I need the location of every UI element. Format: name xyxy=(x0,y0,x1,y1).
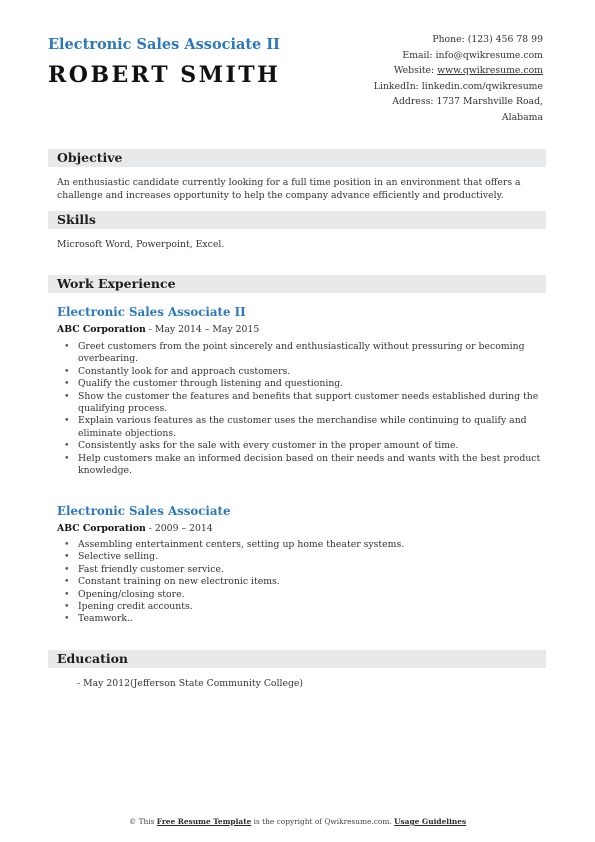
list-item: • Assembling entertainment centers, setting up home theater systems. xyxy=(57,539,547,551)
list-item: • Greet customers from the point sincerely and enthusiastically without pressuring or becoming overbearing. xyxy=(57,341,547,366)
skills-text: Microsoft Word, Powerpoint, Excel. xyxy=(57,239,225,250)
footer-middle: is the copyright of Qwikresume.com. xyxy=(251,817,395,826)
job-2-dates: - 2009 – 2014 xyxy=(145,523,213,534)
education-heading: Education xyxy=(57,651,129,666)
contact-block xyxy=(293,32,543,126)
usage-guidelines-link[interactable]: Usage Guidelines xyxy=(394,817,467,826)
list-item: • Opening/closing store. xyxy=(57,589,547,601)
list-item: • Consistently asks for the sale with every customer in the proper amount of time. xyxy=(57,440,547,452)
resume-job-title: Electronic Sales Associate II xyxy=(48,36,280,53)
list-item: • Qualify the customer through listening and questioning. xyxy=(57,378,547,390)
job-2-company-line xyxy=(57,523,213,534)
list-item: • Teamwork.. xyxy=(57,613,547,625)
job-2-duties-list xyxy=(57,539,547,626)
job-1-dates: - May 2014 – May 2015 xyxy=(145,324,260,335)
footer-prefix: © This xyxy=(128,817,157,826)
objective-heading: Objective xyxy=(57,150,123,165)
contact-address: Address: 1737 Marshville Road, xyxy=(392,96,543,108)
job-1-company: ABC Corporation xyxy=(57,324,146,335)
contact-email: Email: info@qwikresume.com xyxy=(402,49,543,61)
list-item: • Show the customer the features and benefits that support customer needs established during the qualifying process. xyxy=(57,391,547,416)
objective-text: An enthusiastic candidate currently looking for a full time position in an environment that offers a challenge and increases opportunity to help the company advance efficiently and productively. xyxy=(57,177,521,201)
work-experience-section-header xyxy=(48,275,546,293)
skills-heading: Skills xyxy=(57,212,96,227)
list-item: • Constantly look for and approach customers. xyxy=(57,366,547,378)
job-1-company-line xyxy=(57,324,259,335)
list-item: • Constant training on new electronic items. xyxy=(57,576,547,588)
work-experience-heading: Work Experience xyxy=(57,276,176,291)
education-section-header xyxy=(48,650,546,668)
job-1-title: Electronic Sales Associate II xyxy=(57,305,246,319)
website-link[interactable]: www.qwikresume.com xyxy=(437,65,543,77)
job-1-duties-list xyxy=(57,341,547,477)
list-item: • Selective selling. xyxy=(57,551,547,563)
contact-linkedin: LinkedIn: linkedin.com/qwikresume xyxy=(373,80,543,92)
contact-website-label: Website: xyxy=(393,65,438,77)
copyright-footer xyxy=(0,817,595,826)
job-2-company: ABC Corporation xyxy=(57,523,146,534)
contact-website xyxy=(293,63,543,79)
list-item: • Explain various features as the customer uses the merchandise while continuing to qualify and eliminate objections. xyxy=(57,415,547,440)
free-resume-template-link[interactable]: Free Resume Template xyxy=(156,817,252,826)
job-2-title: Electronic Sales Associate xyxy=(57,504,231,518)
objective-section-header xyxy=(48,149,546,167)
skills-section-header xyxy=(48,211,546,229)
contact-phone: Phone: (123) 456 78 99 xyxy=(432,34,543,45)
education-text: - May 2012(Jefferson State Community College) xyxy=(77,678,304,689)
candidate-name: ROBERT SMITH xyxy=(48,62,281,88)
list-item: • Ipening credit accounts. xyxy=(57,601,547,613)
contact-address-state: Alabama xyxy=(501,111,543,123)
list-item: • Help customers make an informed decision based on their needs and wants with the best product knowledge. xyxy=(57,453,547,478)
list-item: • Fast friendly customer service. xyxy=(57,564,547,576)
